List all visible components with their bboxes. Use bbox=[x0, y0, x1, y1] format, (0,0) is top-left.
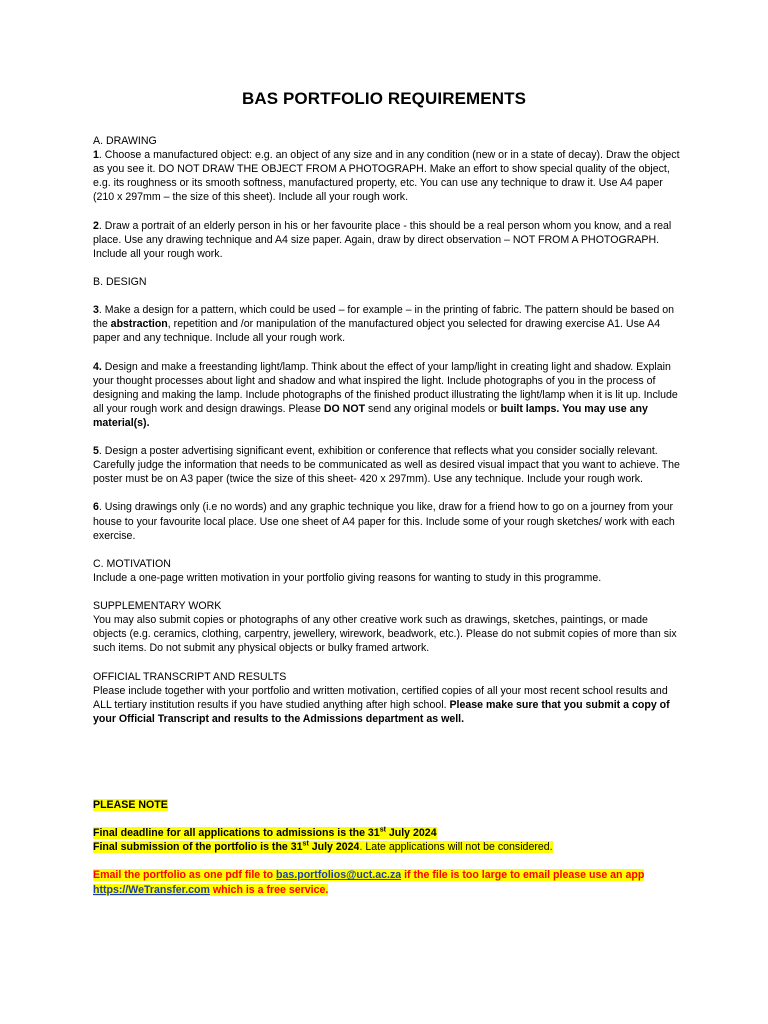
document-body bbox=[93, 134, 683, 726]
transcript-heading: OFFICIAL TRANSCRIPT AND RESULTS bbox=[93, 670, 287, 683]
submission-text: Final submission of the portfolio is the 31 bbox=[93, 841, 303, 854]
item-4-text-mid: send any original models or bbox=[365, 402, 501, 415]
transcript-paragraph bbox=[93, 684, 683, 726]
item-5 bbox=[93, 444, 683, 486]
submission-line bbox=[93, 840, 693, 854]
deadline-text: Final deadline for all applications to admissions is the 31 bbox=[93, 827, 380, 840]
item-2-number: 2 bbox=[93, 219, 99, 232]
item-5-text: . Design a poster advertising significant event, exhibition or conference that reflects what you consider socially relevant. Carefully judge the information that needs to be communicated as well as desired visual impact that you want to achieve. The poster must be on A3 paper (twice the size of this sheet- 420 x 297mm). Use any technique. Include your rough work. bbox=[93, 445, 680, 486]
item-3-text-post: , repetition and /or manipulation of the manufactured object you selected for drawing exercise A1. Use A4 paper and any technique. Include all your rough work. bbox=[93, 318, 661, 345]
item-5-number: 5 bbox=[93, 445, 99, 458]
item-2-text: . Draw a portrait of an elderly person in his or her favourite place - this should be a real person whom you know, and a real place. Use any drawing technique and A4 size paper. Again, draw by direct observation – NOT FROM A PHOTOGRAPH. Include all your rough work. bbox=[93, 219, 672, 260]
section-c-text: Include a one-page written motivation in your portfolio giving reasons for wanting to study in this programme. bbox=[93, 571, 602, 584]
page-title: BAS PORTFOLIO REQUIREMENTS bbox=[241, 89, 527, 108]
item-1-text: . Choose a manufactured object: e.g. an object of any size and in any condition (new or in a state of decay). Draw the object as you see it. DO NOT DRAW THE OBJECT FROM A PHOTOGRAPH. Make an effort to show special quality of the object, e.g. its roughness or its smooth softness, manufactured property, etc. You can use any technique to draw it. Use A4 paper (210 x 297mm – the size of this sheet). Include all your rough work. bbox=[93, 149, 680, 204]
submission-sup: st bbox=[302, 840, 309, 848]
deadline-line bbox=[93, 826, 693, 840]
item-4-bold-1: DO NOT bbox=[323, 402, 366, 415]
email-link[interactable]: bas.portfolios@uct.ac.za bbox=[276, 869, 402, 882]
item-4-text-pre: Design and make a freestanding light/lamp. Think about the effect of your lamp/light in creating light and shadow. Explain your thought processes about light and shadow and what inspired the light. Include photographs of you in the process of designing and making the lamp. Include photographs of the finished product illustrating the light/lamp when it is lit up. Include all your rough work and design drawings. Please bbox=[93, 360, 678, 415]
wetransfer-line bbox=[93, 883, 693, 897]
wetransfer-text: which is a free service. bbox=[209, 883, 329, 896]
submission-date: July 2024 bbox=[308, 841, 360, 854]
deadline-date: July 2024 bbox=[385, 827, 437, 840]
supplementary-heading: SUPPLEMENTARY WORK bbox=[93, 600, 222, 613]
item-1 bbox=[93, 148, 683, 204]
item-3-number: 3 bbox=[93, 304, 99, 317]
item-3-text-pre: . Make a design for a pattern, which could be used – for example – in the printing of fabric. The pattern should be based on the bbox=[93, 304, 675, 331]
email-line bbox=[93, 868, 693, 882]
item-6-number: 6 bbox=[93, 501, 99, 514]
supplementary-text: You may also submit copies or photographs of any other creative work such as drawings, sketches, paintings, or made objects (e.g. ceramics, clothing, carpentry, jewellery, wirework, beadwork, etc.). Please do not submit copies of more than six such items. Do not submit any physical objects or bulky framed artwork. bbox=[93, 614, 677, 655]
wetransfer-link[interactable]: https://WeTransfer.com bbox=[93, 883, 210, 896]
transcript-bold: Please make sure that you submit a copy of your Official Transcript and results to the Admissions department as well. bbox=[93, 698, 670, 725]
section-a-heading: A. DRAWING bbox=[93, 135, 157, 147]
please-note-heading: PLEASE NOTE bbox=[93, 799, 168, 811]
item-1-number: 1 bbox=[93, 149, 99, 162]
item-4-bold-2: built lamps. You may use any material(s). bbox=[93, 402, 648, 429]
please-note-block bbox=[93, 798, 693, 897]
item-6-text: . Using drawings only (i.e no words) and any graphic technique you like, draw for a friend how to go on a journey from your house to your favourite local place. Use one sheet of A4 paper for this. Include some of your rough sketches/ work with each exercise. bbox=[93, 501, 675, 542]
email-text-post: if the file is too large to email please use an app bbox=[401, 869, 645, 882]
item-6 bbox=[93, 500, 683, 542]
item-3-bold: abstraction bbox=[110, 318, 168, 331]
submission-tail: . Late applications will not be considered. bbox=[359, 841, 553, 854]
item-2 bbox=[93, 219, 683, 261]
item-4 bbox=[93, 360, 683, 430]
item-3 bbox=[93, 303, 683, 345]
section-b-heading: B. DESIGN bbox=[93, 275, 147, 288]
deadline-sup: st bbox=[379, 826, 386, 834]
email-text: Email the portfolio as one pdf file to bbox=[93, 869, 277, 882]
section-c-heading: C. MOTIVATION bbox=[93, 557, 171, 570]
item-4-number: 4. bbox=[93, 360, 102, 373]
transcript-text: Please include together with your portfolio and written motivation, certified copies of all your most recent school results and ALL tertiary institution results if you have studied anything after high school. bbox=[93, 684, 668, 711]
